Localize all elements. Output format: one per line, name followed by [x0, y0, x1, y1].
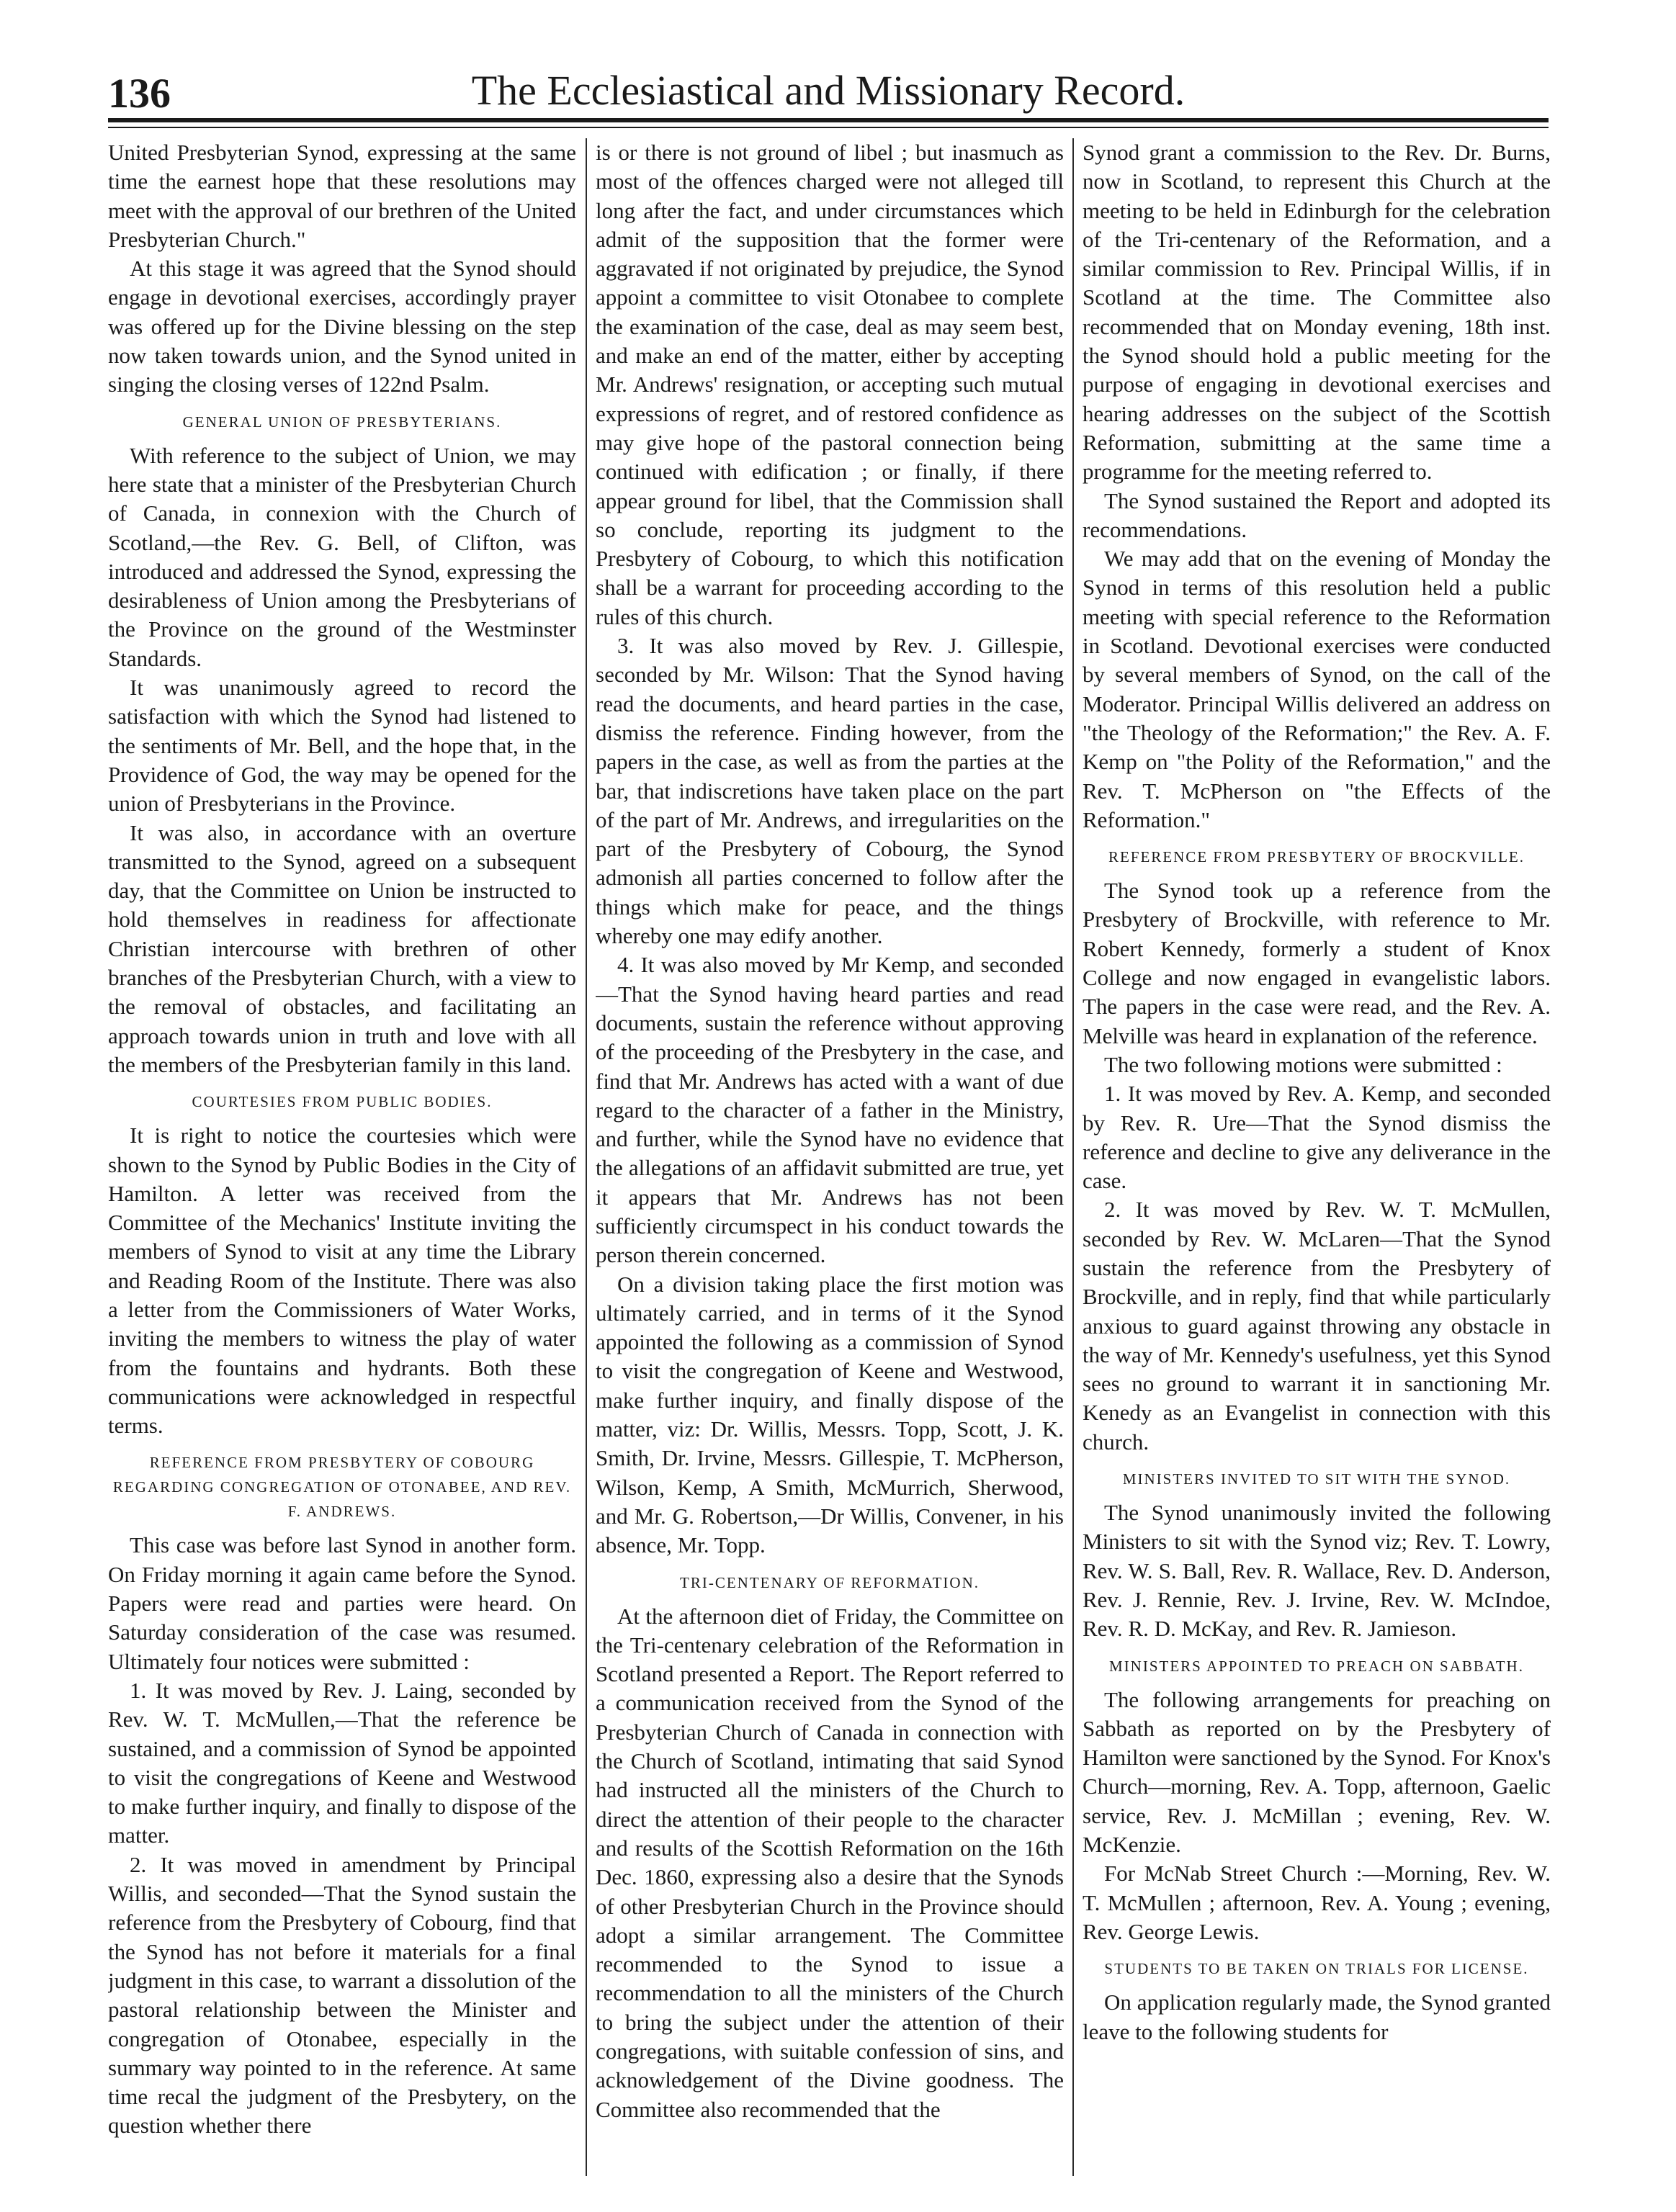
paragraph: 1. It was moved by Rev. A. Kemp, and seconded by Rev. R. Ure—That the Synod dismiss the reference and decline to give any deliverance in the case. [1083, 1081, 1551, 1194]
page-header [108, 66, 1549, 124]
paragraph: Synod grant a commission to the Rev. Dr. Burns, now in Scotland, to represent this Church at the meeting to be held in Edinburgh for the celebration of the Tri-centenary of the Reformation, and a similar commission to Rev. Principal Willis, if in Scotland at the time. The Committee also recommended that on Monday evening, 18th inst. the Synod should hold a public meeting for the purpose of engaging in devotional exercises and hearing addresses on the subject of the Scottish Reformation, submitting at the same time a programme for the meeting referred to. [1083, 140, 1551, 485]
header-rule-thin [108, 127, 1549, 128]
paragraph: 1. It was moved by Rev. J. Laing, seconded by Rev. W. T. McMullen,—That the reference be sustained, and a commission of Synod be appointed to visit the congregations of Keene and Westwood to make further inquiry, and finally to dispose of the matter. [108, 1677, 576, 1848]
paragraph: On application regularly made, the Synod granted leave to the following students for [1083, 1990, 1551, 2044]
paragraph: is or there is not ground of libel ; but inasmuch as most of the offences charged were not alleged till long after the fact, and under circumstances which admit of the supposition that the former were aggravated if not originated by prejudice, the Synod appoint a committee to visit Otonabee to complete the examination of the case, deal as may seem best, and make an end of the matter, either by accepting Mr. Andrews' resignation, or accepting such mutual expressions of regret, and of restored confidence as may give hope of the pastoral connection being continued with edification ; or finally, if there appear ground for libel, that the Commission shall so conclude, reporting its judgment to the Presbytery of Cobourg, to which this notification shall be a warrant for proceeding according to the rules of this church. [596, 140, 1064, 629]
paragraph: At the afternoon diet of Friday, the Committee on the Tri-centenary celebration of the Reformation in Scotland presented a Report. The Report referred to a communication received from the Synod of the Presbyterian Church of Canada in connection with the Church of Scotland, intimating that said Synod had instructed all the ministers of the Church to direct the attention of their people to the character and results of the Scottish Reformation on the 16th Dec. 1860, expressing also a desire that the Synods of other Presbyterian Church in the Province should adopt a similar arrangement. The Committee recommended to the Synod to issue a recommendation to all the ministers of the Church to bring the subject under the attention of their congregations, with suitable confession of sins, and acknowledgement of the Divine goodness. The Committee also recommended that the [596, 1603, 1064, 2122]
section-heading: REFERENCE FROM PRESBYTERY OF COBOURG REGARDING CONGREGATION OF OTONABEE, AND REV. F. ANDREWS. [112, 1454, 572, 1521]
paragraph: The following arrangements for preaching on Sabbath as reported on by the Presbytery of Hamilton were sanctioned by the Synod. For Knox's Church—morning, Rev. A. Topp, afternoon, Gaelic service, Rev. J. McMillan ; evening, Rev. W. McKenzie. [1083, 1686, 1551, 1858]
column-divider-2 [1072, 138, 1074, 2176]
paragraph: The Synod took up a reference from the Presbytery of Brockville, with reference to Mr. Robert Kennedy, formerly a student of Knox College and now engaged in evangelistic labors. The papers in the case were read, and the Rev. A. Melville was heard in explanation of the reference. [1083, 878, 1551, 1048]
paragraph: This case was before last Synod in another form. On Friday morning it again came before the Synod. Papers were read and parties were heard. On Saturday consideration of the case was resumed. Ultimately four notices were submitted : [108, 1532, 576, 1674]
paragraph: At this stage it was agreed that the Synod should engage in devotional exercises, accordingly prayer was offered up for the Divine blessing on the step now taken towards union, and the Synod united in singing the closing verses of 122nd Psalm. [108, 256, 576, 397]
journal-title: The Ecclesiastical and Missionary Record. [471, 67, 1186, 114]
paragraph: 2. It was moved in amendment by Principal Willis, and seconded—That the Synod sustain the reference from the Presbytery of Cobourg, find that the Synod has not before it materials for a final judgment in this case, to warrant a dissolution of the pastoral relationship between the Minister and congregation of Otonabee, especially in the summary way pointed to in the reference. At same time recal the judgment of the Presbytery, on the question whether there [108, 1851, 576, 2139]
section-heading: COURTESIES FROM PUBLIC BODIES. [192, 1093, 493, 1111]
paragraph: 2. It was moved by Rev. W. T. McMullen, seconded by Rev. W. McLaren—That the Synod sustain the reference from the Presbytery of Brockville, and in reply, find that while particularly anxious to guard against throwing any obstacle in the way of Mr. Kennedy's usefulness, yet this Synod sees no ground to warrant it in sanctioning Mr. Kenedy as an Evangelist in connection with this church. [1083, 1197, 1551, 1455]
section-heading: REFERENCE FROM PRESBYTERY OF BROCKVILLE. [1108, 848, 1525, 866]
text-column-2 [596, 138, 1064, 2176]
paragraph: It was unanimously agreed to record the satisfaction with which the Synod had listened to the sentiments of Mr. Bell, and the hope that, in the Providence of God, the way may be opened for the union of Presbyterians in the Province. [108, 675, 576, 817]
column-divider-1 [586, 138, 587, 2176]
section-heading: MINISTERS APPOINTED TO PREACH ON SABBATH. [1109, 1657, 1524, 1675]
paragraph: For McNab Street Church :—Morning, Rev. W. T. McMullen ; afternoon, Rev. A. Young ; evening, Rev. George Lewis. [1083, 1861, 1551, 1944]
section-heading: MINISTERS INVITED TO SIT WITH THE SYNOD. [1122, 1470, 1511, 1488]
paragraph: It was also, in accordance with an overture transmitted to the Synod, agreed on a subsequent day, that the Committee on Union be instructed to hold themselves in readiness for affectionate Christian intercourse with brethren of other branches of the Presbyterian Church, with a view to the removal of obstacles, and facilitating an approach towards union in truth and love with all the members of the Presbyterian family in this land. [108, 819, 576, 1077]
paragraph: With reference to the subject of Union, we may here state that a minister of the Presbyterian Church of Canada, in connexion with the Church of Scotland,—the Rev. G. Bell, of Clifton, was introduced and addressed the Synod, expressing the desirableness of Union among the Presbyterians of the Province on the ground of the Westminster Standards. [108, 442, 576, 671]
paragraph: The Synod unanimously invited the following Ministers to sit with the Synod viz; Rev. T. Lowry, Rev. W. S. Ball, Rev. R. Wallace, Rev. D. Anderson, Rev. J. Rennie, Rev. J. Irvine, Rev. W. McIndoe, Rev. R. D. McKay, and Rev. R. Jamieson. [1083, 1500, 1551, 1642]
section-heading: GENERAL UNION OF PRESBYTERIANS. [182, 413, 502, 431]
text-column-1 [108, 138, 576, 2176]
text-column-3 [1083, 138, 1551, 2176]
paragraph: The two following motions were submitted : [1104, 1051, 1502, 1077]
paragraph: It is right to notice the courtesies which were shown to the Synod by Public Bodies in the City of Hamilton. A letter was received from the Committee of the Mechanics' Institute inviting the members of Synod to visit at any time the Library and Reading Room of the Institute. There was also a letter from the Commissioners of Water Works, inviting the members to witness the play of water from the fountains and hydrants. Both these communications were acknowledged in respectful terms. [108, 1123, 576, 1439]
page-number: 136 [108, 70, 171, 117]
paragraph: United Presbyterian Synod, expressing at the same time the earnest hope that these resolutions may meet with the approval of our brethren of the United Presbyterian Church." [108, 140, 576, 252]
paragraph: On a division taking place the first motion was ultimately carried, and in terms of it the Synod appointed the following as a commission of Synod to visit the congregation of Keene and Westwood, make further inquiry, and finally dispose of the matter, viz: Dr. Willis, Messrs. Topp, Scott, J. K. Smith, Dr. Irvine, Messrs. Gillespie, T. McPherson, Wilson, Kemp, A Smith, McMurrich, Sherwood, and Mr. G. Robertson,—Dr Willis, Convener, in his absence, Mr. Topp. [596, 1271, 1064, 1558]
section-heading: TRI-CENTENARY OF REFORMATION. [680, 1573, 980, 1591]
paragraph: The Synod sustained the Report and adopted its recommendations. [1083, 487, 1551, 542]
header-rule-thick [108, 118, 1549, 122]
paragraph: We may add that on the evening of Monday the Synod in terms of this resolution held a public meeting with special reference to the Reformation in Scotland. Devotional exercises were conducted by several members of Synod, on the call of the Moderator. Principal Willis delivered an address on "the Theology of the Reformation;" the Rev. A. F. Kemp on "the Polity of the Reformation," and the Rev. T. McPherson on "the Effects of the Reformation." [1083, 546, 1551, 832]
paragraph: 4. It was also moved by Mr Kemp, and seconded—That the Synod having heard parties and read documents, sustain the reference without approving of the proceeding of the Presbytery in the case, and find that Mr. Andrews has acted with a want of due regard to the character of a father in the Ministry, and further, while the Synod have no evidence that the allegations of an affidavit submitted are true, yet it appears that Mr. Andrews has not been sufficiently circumspect in his conduct towards the person therein concerned. [596, 952, 1064, 1268]
section-heading: STUDENTS TO BE TAKEN ON TRIALS FOR LICENSE. [1104, 1960, 1529, 1978]
paragraph: 3. It was also moved by Rev. J. Gillespie, seconded by Mr. Wilson: That the Synod having read the documents, and heard parties in the case, dismiss the reference. Finding however, from the papers in the case, as well as from the parties at the bar, that indiscretions have taken place on the part of the part of Mr. Andrews, and irregularities on the part of the Presbytery of Cobourg, the Synod admonish all parties concerned to follow after the things which make for peace, and the things whereby one may edify another. [596, 633, 1064, 949]
